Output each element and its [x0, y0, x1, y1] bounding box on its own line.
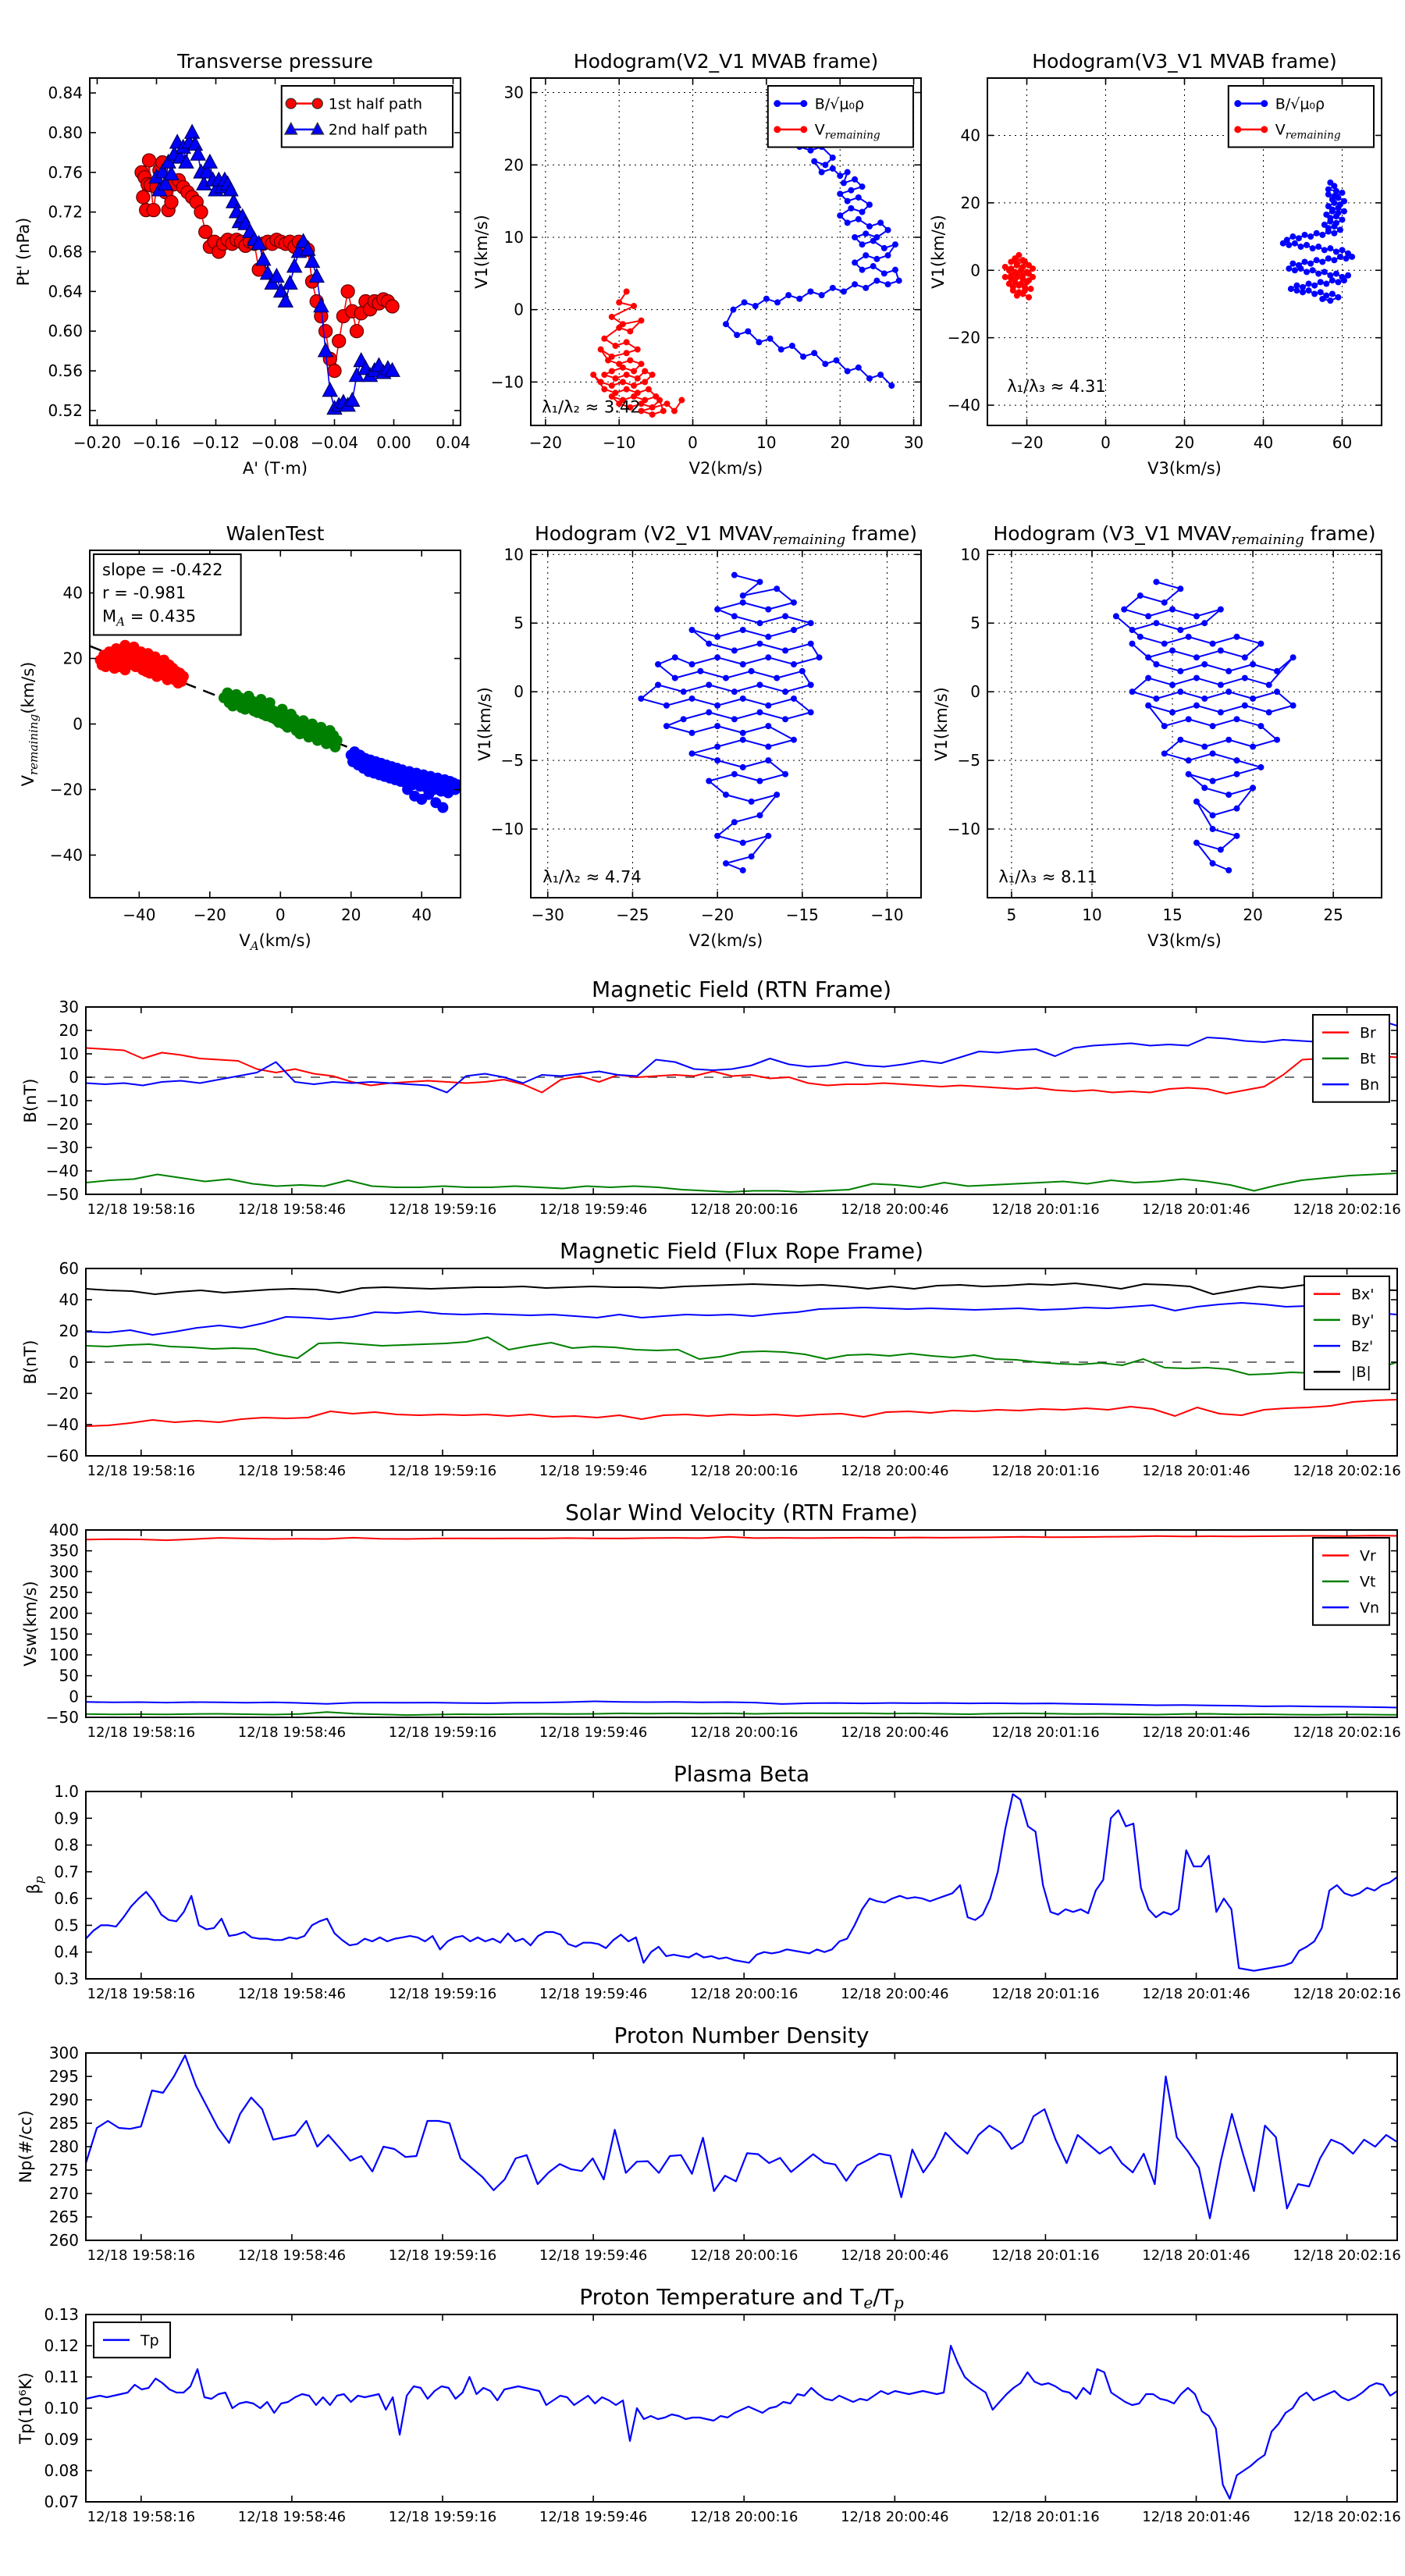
annotation: λ₁/λ₂ ≈ 4.74: [542, 867, 642, 887]
x-tick-label: −10: [870, 906, 904, 924]
y-tick-label: 0.3: [54, 1969, 79, 1988]
y-axis-label: B(nT): [21, 1078, 40, 1123]
panel-hodogram-v2v1-mvav: [475, 522, 921, 950]
x-tick-label: 12/18 19:58:46: [237, 2247, 347, 2264]
series-Vt: [86, 1712, 1397, 1715]
y-axis-label: V1(km/s): [472, 215, 491, 289]
x-tick-label: 12/18 20:00:46: [841, 1724, 949, 1741]
axes-frame: [987, 550, 1382, 898]
y-tick-label: 0.12: [44, 2336, 79, 2355]
legend-label: Bn: [1359, 1076, 1380, 1094]
y-tick-label: 20: [960, 193, 980, 212]
x-tick-label: 12/18 19:59:16: [388, 2247, 497, 2264]
x-tick-label: −30: [531, 906, 564, 924]
panel-title: Transverse pressure: [177, 50, 373, 73]
stats-line: $M_A = 0.435$: [102, 607, 197, 629]
x-tick-label: −0.16: [132, 433, 181, 452]
x-tick-label: 12/18 20:02:16: [1293, 2509, 1401, 2525]
x-tick-label: 12/18 19:58:46: [237, 1201, 347, 1218]
y-tick-label: 0: [970, 261, 980, 280]
y-tick-label: 0.68: [48, 242, 83, 262]
y-tick-label: 265: [48, 2208, 79, 2226]
legend-label: By': [1350, 1311, 1375, 1329]
legend-label: Br: [1359, 1024, 1376, 1042]
x-axis-label: V2(km/s): [688, 459, 763, 478]
x-tick-label: 12/18 20:02:16: [1293, 1986, 1401, 2002]
stats-line: r = -0.981: [102, 583, 187, 603]
series-Np: [86, 2055, 1397, 2218]
y-tick-label: 260: [48, 2231, 79, 2250]
panel-hodogram-v3v1-mvav: [932, 522, 1382, 950]
x-tick-label: 12/18 19:58:16: [87, 1986, 196, 2002]
y-tick-label: 0.52: [48, 400, 83, 420]
y-axis-label: V1(km/s): [929, 215, 948, 289]
x-tick-label: 12/18 19:58:46: [237, 2509, 347, 2525]
legend-label: $V_{remaining}$: [814, 121, 880, 142]
x-tick-label: 12/18 19:58:46: [237, 1463, 347, 1479]
legend-label: Vn: [1359, 1599, 1380, 1617]
x-tick-label: −20: [528, 433, 562, 452]
x-tick-label: 0: [688, 433, 698, 452]
x-tick-label: 20: [341, 906, 361, 924]
y-tick-label: −20: [45, 1115, 79, 1133]
legend: [1313, 1538, 1389, 1625]
x-tick-label: 12/18 20:00:16: [689, 2509, 799, 2525]
y-tick-label: 270: [48, 2184, 79, 2203]
legend-label: $V_{remaining}$: [1275, 121, 1341, 142]
y-tick-label: 300: [48, 2044, 79, 2062]
x-tick-label: 12/18 19:58:46: [237, 1724, 347, 1741]
panel-magnetic-field-rtn: [21, 977, 1401, 1218]
panel-solar-wind-velocity: [21, 1500, 1401, 1741]
x-tick-label: 12/18 19:59:16: [388, 1463, 497, 1479]
legend-label: 1st half path: [328, 95, 423, 113]
x-tick-label: 12/18 19:59:46: [539, 1201, 648, 1218]
x-tick-label: 12/18 19:59:16: [388, 1724, 497, 1741]
legend-label: B/√μ₀ρ: [814, 95, 865, 113]
y-tick-label: 0.08: [44, 2461, 79, 2480]
panel-title: Magnetic Field (RTN Frame): [591, 977, 892, 1002]
y-tick-label: 0.13: [44, 2305, 79, 2324]
x-tick-label: 60: [1332, 433, 1353, 452]
series-v-hodogram: [638, 572, 822, 873]
x-tick-label: 12/18 20:01:16: [991, 1724, 1100, 1741]
x-tick-label: −0.20: [73, 433, 122, 452]
y-tick-label: 150: [48, 1624, 79, 1644]
axes-frame: [86, 1007, 1397, 1194]
y-tick-label: 0: [514, 300, 524, 319]
x-tick-label: 12/18 19:59:46: [539, 2247, 648, 2264]
legend-label: Bt: [1359, 1050, 1376, 1068]
legend-label: |B|: [1350, 1364, 1371, 1382]
annotation: λ₁/λ₂ ≈ 3.42: [542, 397, 641, 417]
panel-title: Hodogram(V3_V1 MVAB frame): [1032, 50, 1337, 73]
y-tick-label: 0.07: [44, 2492, 79, 2511]
y-tick-label: −20: [49, 780, 83, 799]
legend: [1304, 1276, 1389, 1389]
x-tick-label: 12/18 20:01:16: [991, 1201, 1100, 1218]
y-axis-label: Pt' (nPa): [14, 217, 33, 286]
legend-label: B/√μ₀ρ: [1275, 95, 1325, 113]
x-tick-label: 10: [1082, 906, 1102, 924]
y-tick-label: 275: [48, 2161, 79, 2179]
y-tick-label: −40: [49, 845, 83, 865]
x-tick-label: 12/18 20:00:46: [841, 1463, 949, 1479]
x-tick-label: 0.04: [436, 433, 471, 452]
x-axis-label: $V_A(km/s)$: [239, 931, 311, 953]
y-tick-label: 0.84: [48, 84, 83, 103]
series-middle-third: [219, 688, 343, 753]
x-tick-label: −25: [616, 906, 649, 924]
y-tick-label: 0: [970, 682, 980, 702]
x-tick-label: 0: [275, 906, 286, 924]
y-tick-label: 0: [69, 1353, 79, 1372]
panel-title: Magnetic Field (Flux Rope Frame): [559, 1238, 924, 1264]
y-tick-label: −40: [947, 396, 980, 415]
x-tick-label: 12/18 19:59:46: [539, 1463, 648, 1479]
x-tick-label: −20: [193, 906, 226, 924]
panel-hodogram-v3v1-mvab: [929, 50, 1382, 478]
x-tick-label: 12/18 20:01:16: [991, 1463, 1100, 1479]
y-tick-label: 0.4: [54, 1942, 79, 1962]
legend: [282, 86, 453, 148]
y-tick-label: 0.09: [44, 2430, 79, 2449]
annotation: λ₁/λ₃ ≈ 4.31: [1007, 376, 1106, 396]
y-tick-label: 40: [62, 583, 83, 603]
y-tick-label: 40: [960, 126, 980, 145]
legend-label: Bx': [1350, 1286, 1375, 1304]
y-tick-label: 30: [503, 83, 524, 102]
x-tick-label: 12/18 20:02:16: [1293, 1201, 1401, 1218]
series-Bt: [86, 1173, 1397, 1192]
y-tick-label: 295: [48, 2067, 79, 2086]
x-tick-label: 40: [1253, 433, 1274, 452]
x-tick-label: 12/18 20:01:46: [1142, 1463, 1250, 1479]
x-tick-label: 12/18 20:00:16: [689, 1201, 799, 1218]
x-tick-label: 12/18 20:02:16: [1293, 2247, 1401, 2264]
x-tick-label: 12/18 20:01:16: [991, 1986, 1100, 2002]
y-tick-label: −5: [957, 751, 980, 770]
y-tick-label: 0.10: [44, 2399, 79, 2418]
legend: [94, 2322, 170, 2357]
axes-frame: [86, 1530, 1397, 1717]
y-tick-label: 10: [503, 545, 524, 564]
y-tick-label: 60: [59, 1259, 79, 1278]
x-tick-label: 30: [903, 433, 924, 452]
panel-title: Hodogram (V3_V1 $MVAV_{remaining}$ frame): [993, 522, 1376, 548]
panel-proton-temperature: [16, 2284, 1401, 2525]
series-Bx-prime: [86, 1400, 1397, 1426]
y-tick-label: −40: [45, 1415, 79, 1434]
panel-proton-number-density: [16, 2023, 1401, 2264]
y-tick-label: 30: [59, 998, 79, 1016]
x-tick-label: 25: [1323, 906, 1343, 924]
y-tick-label: 20: [62, 649, 83, 668]
y-tick-label: −50: [45, 1185, 79, 1204]
panel-title: Hodogram(V2_V1 MVAB frame): [573, 50, 879, 73]
panel-title: Proton Number Density: [614, 2023, 870, 2048]
legend-label: Tp: [140, 2332, 159, 2350]
annotation: λ₁/λ₃ ≈ 8.11: [998, 867, 1097, 887]
x-tick-label: 12/18 19:59:46: [539, 1986, 648, 2002]
y-tick-label: 200: [48, 1603, 79, 1623]
series-last-third: [346, 746, 463, 813]
series-first-third: [95, 640, 189, 688]
x-tick-label: 12/18 20:00:46: [841, 2509, 949, 2525]
panel-title: Hodogram (V2_V1 $MVAV_{remaining}$ frame): [534, 522, 918, 548]
y-tick-label: 0.56: [48, 361, 83, 381]
x-axis-label: V2(km/s): [688, 931, 763, 950]
x-tick-label: 12/18 20:01:46: [1142, 1986, 1250, 2002]
x-tick-label: 12/18 19:59:16: [388, 1986, 497, 2002]
y-axis-label: Np(#/cc): [16, 2110, 35, 2183]
y-tick-label: 0.76: [48, 162, 83, 182]
x-tick-label: −0.04: [310, 433, 359, 452]
stats-textbox: [94, 554, 241, 635]
y-tick-label: −10: [490, 372, 524, 392]
y-tick-label: −20: [947, 328, 980, 347]
x-tick-label: 40: [411, 906, 432, 924]
series-B-magnitude: [86, 1283, 1397, 1294]
y-tick-label: 0.6: [54, 1889, 79, 1909]
y-tick-label: −50: [45, 1708, 79, 1727]
legend-label: Bz': [1350, 1337, 1374, 1355]
series-Tp: [86, 2346, 1397, 2499]
y-tick-label: −10: [490, 820, 524, 839]
x-tick-label: −20: [1010, 433, 1044, 452]
x-tick-label: 12/18 20:02:16: [1293, 1463, 1401, 1479]
x-tick-label: 15: [1162, 906, 1183, 924]
y-tick-label: 0: [69, 1687, 79, 1706]
legend: [1229, 86, 1374, 148]
y-tick-label: 20: [503, 155, 524, 175]
x-tick-label: 12/18 20:01:16: [991, 2509, 1100, 2525]
y-tick-label: −30: [45, 1138, 79, 1157]
x-tick-label: 12/18 20:00:16: [689, 1986, 799, 2002]
panel-title: Plasma Beta: [673, 1761, 810, 1787]
y-axis-label: V1(km/s): [932, 687, 951, 761]
x-tick-label: −10: [603, 433, 636, 452]
x-axis-label: A' (T·m): [242, 459, 308, 478]
y-tick-label: 0.7: [54, 1862, 79, 1881]
x-tick-label: 12/18 20:01:46: [1142, 1724, 1250, 1741]
x-tick-label: 5: [1006, 906, 1017, 924]
y-tick-label: −60: [45, 1446, 79, 1465]
grid-lines: [531, 550, 921, 898]
axis-ticks: [46, 1259, 1401, 1479]
x-tick-label: 12/18 19:59:16: [388, 2509, 497, 2525]
x-tick-label: 12/18 19:58:16: [87, 1724, 196, 1741]
x-tick-label: 0.00: [376, 433, 411, 452]
axes-frame: [86, 1791, 1397, 1979]
panel-magnetic-field-flux-rope: [21, 1238, 1401, 1479]
y-tick-label: 0.9: [54, 1809, 79, 1828]
x-tick-label: 12/18 19:59:46: [539, 1724, 648, 1741]
panel-transverse-pressure: [14, 50, 471, 478]
stats-line: slope = -0.422: [102, 560, 223, 579]
x-tick-label: 12/18 19:58:46: [237, 1986, 347, 2002]
y-tick-label: 0.64: [48, 282, 83, 301]
y-tick-label: 10: [59, 1044, 79, 1063]
axis-ticks: [49, 2044, 1401, 2264]
y-tick-label: 350: [48, 1541, 79, 1560]
series-Bz-prime: [86, 1303, 1397, 1335]
x-tick-label: 12/18 19:58:16: [87, 2247, 196, 2264]
axes-frame: [531, 550, 921, 898]
x-tick-label: 20: [1243, 906, 1263, 924]
y-tick-label: 290: [48, 2090, 79, 2109]
x-tick-label: −0.12: [191, 433, 240, 452]
x-axis-label: V3(km/s): [1147, 459, 1222, 478]
x-tick-label: 10: [756, 433, 777, 452]
x-tick-label: 12/18 19:58:16: [87, 1463, 196, 1479]
y-axis-label: V1(km/s): [475, 687, 494, 761]
y-tick-label: −20: [45, 1384, 79, 1403]
y-tick-label: 285: [48, 2114, 79, 2133]
series-b-hodogram: [723, 111, 902, 389]
legend-label: 2nd half path: [328, 121, 428, 139]
y-tick-label: −10: [45, 1091, 79, 1110]
x-tick-label: 12/18 19:58:16: [87, 2509, 196, 2525]
y-tick-label: 50: [59, 1666, 79, 1685]
y-tick-label: 250: [48, 1583, 79, 1602]
y-tick-label: 10: [960, 545, 980, 564]
y-axis-label: $\beta_p$: [24, 1876, 46, 1895]
y-tick-label: 0.11: [44, 2368, 79, 2386]
panel-hodogram-v2v1-mvab: [472, 50, 923, 478]
series-v-remaining-hodogram: [1002, 252, 1036, 301]
panel-title: Proton Temperature and Te/Tp: [579, 2284, 904, 2312]
legend-label: Vr: [1359, 1547, 1376, 1565]
x-tick-label: 12/18 20:01:46: [1142, 2247, 1250, 2264]
y-tick-label: −5: [500, 751, 524, 770]
series-Br: [86, 1048, 1397, 1094]
x-tick-label: 12/18 19:59:16: [388, 1201, 497, 1218]
x-tick-label: 12/18 20:00:16: [689, 1463, 799, 1479]
series-b-hodogram: [1280, 180, 1355, 304]
x-tick-label: 12/18 20:00:16: [689, 2247, 799, 2264]
y-axis-label: Tp(10⁶K): [16, 2372, 35, 2444]
y-tick-label: 280: [48, 2137, 79, 2156]
y-tick-label: 5: [970, 614, 980, 633]
y-tick-label: −40: [45, 1162, 79, 1180]
x-tick-label: 0: [1101, 433, 1111, 452]
axis-ticks: [44, 2305, 1400, 2525]
x-axis-label: V3(km/s): [1147, 931, 1222, 950]
series-By-prime: [86, 1337, 1397, 1375]
y-tick-label: 0.72: [48, 202, 83, 222]
x-tick-label: 20: [830, 433, 850, 452]
x-tick-label: −40: [123, 906, 156, 924]
x-tick-label: −20: [701, 906, 735, 924]
panel-walen-test: [19, 522, 462, 953]
legend-label: Vt: [1359, 1573, 1376, 1591]
y-tick-label: 0.5: [54, 1916, 79, 1935]
panel-title: Solar Wind Velocity (RTN Frame): [565, 1500, 918, 1525]
axis-ticks: [46, 1521, 1401, 1741]
series-Vr: [86, 1535, 1397, 1540]
legend: [1313, 1015, 1389, 1102]
x-tick-label: 20: [1174, 433, 1195, 452]
series-Vn: [86, 1702, 1397, 1708]
x-tick-label: −15: [785, 906, 819, 924]
y-tick-label: 10: [503, 227, 524, 247]
y-tick-label: 0: [73, 714, 83, 734]
x-tick-label: −0.08: [251, 433, 300, 452]
y-axis-label: B(nT): [21, 1340, 40, 1385]
x-tick-label: 12/18 20:01:46: [1142, 2509, 1250, 2525]
x-tick-label: 12/18 20:00:46: [841, 2247, 949, 2264]
y-tick-label: 20: [59, 1322, 79, 1340]
x-tick-label: 12/18 20:01:16: [991, 2247, 1100, 2264]
y-tick-label: 0.8: [54, 1835, 79, 1855]
y-tick-label: 40: [59, 1290, 79, 1309]
x-tick-label: 12/18 20:00:16: [689, 1724, 799, 1741]
y-tick-label: 300: [48, 1562, 79, 1582]
y-axis-label: Vsw(km/s): [21, 1581, 40, 1667]
y-tick-label: 5: [514, 614, 524, 633]
x-tick-label: 12/18 20:02:16: [1293, 1724, 1401, 1741]
series-second-half-path: [149, 125, 400, 415]
y-tick-label: 0.80: [48, 123, 83, 142]
x-tick-label: 12/18 20:00:46: [841, 1201, 949, 1218]
y-tick-label: 20: [59, 1021, 79, 1040]
series-Bn: [86, 1020, 1397, 1093]
y-tick-label: 0: [514, 682, 524, 702]
y-axis-label: $V_{remaining}(km/s)$: [19, 661, 41, 787]
y-tick-label: −10: [947, 820, 980, 839]
x-tick-label: 12/18 20:00:46: [841, 1986, 949, 2002]
axes-frame: [86, 2053, 1397, 2240]
grid-lines: [987, 550, 1382, 898]
y-tick-label: 1.0: [54, 1782, 79, 1801]
x-tick-label: 12/18 19:59:46: [539, 2509, 648, 2525]
x-tick-label: 12/18 19:58:16: [87, 1201, 196, 1218]
y-tick-label: 400: [48, 1521, 79, 1539]
axis-ticks: [46, 998, 1401, 1218]
y-tick-label: 0.60: [48, 322, 83, 341]
y-tick-label: 100: [48, 1646, 79, 1664]
axis-ticks: [54, 1782, 1401, 2002]
x-tick-label: 12/18 20:01:46: [1142, 1201, 1250, 1218]
panel-plasma-beta: [24, 1761, 1401, 2002]
series-beta-p: [86, 1794, 1397, 1970]
panel-title: WalenTest: [226, 522, 325, 545]
legend: [768, 86, 913, 148]
y-tick-label: 0: [69, 1068, 79, 1087]
